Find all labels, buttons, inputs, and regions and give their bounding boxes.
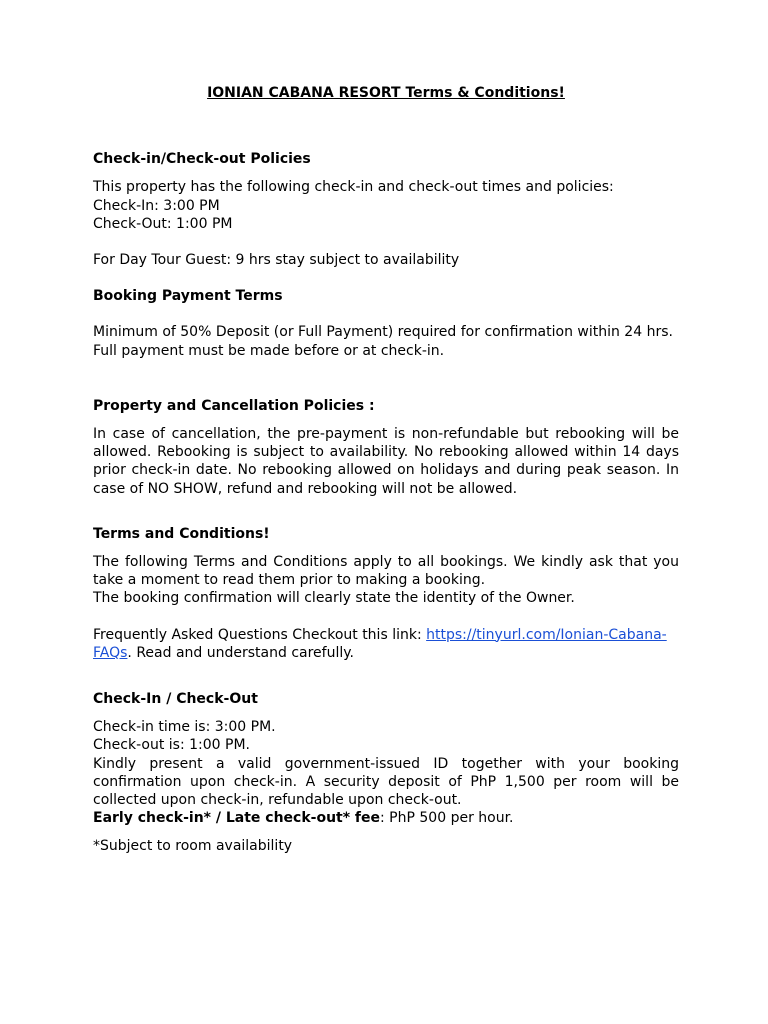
- document-page: [93, 84, 679, 856]
- cancellation-heading: Property and Cancellation Policies :: [93, 397, 375, 414]
- faq-paragraph: [93, 626, 679, 662]
- checkin-checkout-heading: Check-In / Check-Out: [93, 691, 258, 708]
- fee-label: Early check-in* / Late check-out* fee: [93, 810, 381, 827]
- booking-payment-heading: Booking Payment Terms: [93, 288, 283, 305]
- faq-link[interactable]: https://tinyurl.com/Ionian-Cabana-FAQs: [93, 626, 667, 661]
- faq-prefix: Frequently Asked Questions Checkout this link:: [93, 626, 427, 643]
- checkin-time-text: Check-In: 3:00 PM: [93, 197, 220, 214]
- document-title: IONIAN CABANA RESORT Terms & Conditions!: [207, 85, 565, 101]
- checkin-policies-intro: This property has the following check-in and check-out times and policies:: [93, 179, 614, 196]
- availability-note: *Subject to room availability: [93, 838, 293, 855]
- checkin-policies-heading: Check-in/Check-out Policies: [93, 151, 311, 168]
- terms-heading: Terms and Conditions!: [93, 525, 270, 542]
- checkout-is-text: Check-out is: 1:00 PM.: [93, 737, 250, 754]
- checkin-time-is-text: Check-in time is: 3:00 PM.: [93, 719, 276, 736]
- fee-value: : PhP 500 per hour.: [380, 810, 514, 827]
- fee-line: [93, 809, 679, 827]
- cancellation-body: In case of cancellation, the pre-payment is non-refundable but rebooking will be allowed. Rebooking is subject to availability. No rebooking allowed within 14 days prior check-in date. No rebooking allowed on holidays and during peak season. In case of NO SHOW, refund and rebooking will not be allowed.: [93, 426, 679, 497]
- checkout-time-text: Check-Out: 1:00 PM: [93, 215, 233, 232]
- booking-full-payment-text: Full payment must be made before or at check-in.: [93, 342, 445, 359]
- faq-suffix: . Read and understand carefully.: [127, 644, 354, 661]
- booking-deposit-text: Minimum of 50% Deposit (or Full Payment) required for confirmation within 24 hrs.: [93, 324, 673, 341]
- id-deposit-text: Kindly present a valid government-issued ID together with your booking confirmation upon check-in. A security deposit of PhP 1,500 per room will be collected upon check-in, refundable upon check-out.: [93, 755, 679, 809]
- terms-body: The following Terms and Conditions apply to all bookings. We kindly ask that you take a moment to read them prior to making a booking.: [93, 554, 679, 589]
- day-tour-text: For Day Tour Guest: 9 hrs stay subject to availability: [93, 252, 460, 269]
- terms-owner-text: The booking confirmation will clearly state the identity of the Owner.: [93, 590, 575, 607]
